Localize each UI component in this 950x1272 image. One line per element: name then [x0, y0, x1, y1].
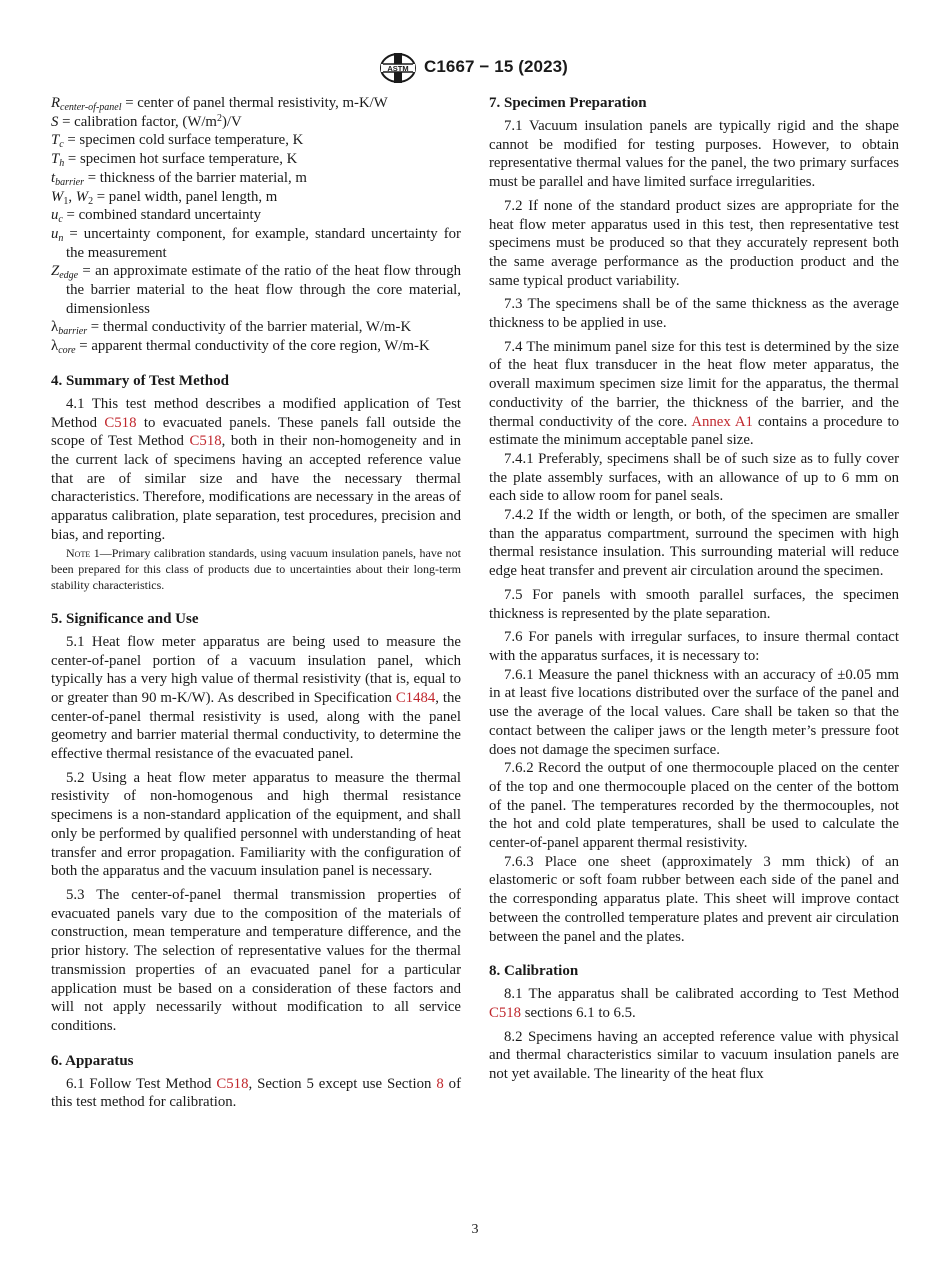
symbol-z-edge: $Z_{edge}$ = an approximate estimate of the ratio of the heat flow through the barrier material to the heat flow through the core material, dimensionless	[51, 263, 461, 317]
paragraph-7-6-3: 7.6.3 Place one sheet (approximately 3 mm thick) of an elastomeric or soft foam rubber between each side of the panel and the corresponding apparatus plate. This sheet will improve contact between the controlled temperature plates and prevent air circulation between the panel and the plates.	[489, 853, 899, 945]
paragraph-8-2: 8.2 Specimens having an accepted reference value with physical and thermal characteristics similar to vacuum insulation panels are not yet available. The linearity of the heat flux	[489, 1028, 899, 1083]
symbol-lambda-barrier: $\lambda_{barrier}$ = thermal conductivity of the barrier material, W/m-K	[51, 319, 412, 338]
paragraph-7-4-2: 7.4.2 If the width or length, or both, of the specimen are smaller than the apparatus compartment, surround the specimen with high thermal resistance insulation. This surrounding material will reduce edge heat transfer and prevent air circulation around the specimen.	[489, 507, 899, 580]
paragraph-7-5: 7.5 For panels with smooth parallel surfaces, the specimen thickness is represented by the plate separation.	[489, 586, 899, 622]
link-c1484[interactable]: C1484	[395, 689, 436, 706]
astm-logo-text: ASTM	[387, 63, 409, 73]
paragraph-7-4-1: 7.4.1 Preferably, specimens shall be of such size as to fully cover the plate assembly surfaces, with an allowance of up to 6 mm on each side to allow room for panel seals.	[489, 450, 899, 505]
symbol-r-center: $R_{center-of-panel}$ = center of panel thermal resistivity, m-K/W	[51, 95, 388, 113]
paragraph-5-2: 5.2 Using a heat flow meter apparatus to measure the thermal resistivity of non-homogenous and high thermal resistance specimens is a non-standard application of the equipment, and shall only be performed by qualified personnel with understanding of heat transfer and error propagation. Familiarity with the configuration of both the apparatus and the vacuum insulation panel is necessary.	[51, 769, 461, 880]
paragraph-7-6-1: 7.6.1 Measure the panel thickness with an accuracy of ±0.05 mm in at least five locations distributed over the surface of the panel and use the average of the local values. Care shall be taken so that the contact between the caliper jaws or the length meter’s pressure foot does not damage the specimen surface.	[489, 666, 899, 758]
symbol-th: $T_h$ = specimen hot surface temperature, K	[51, 151, 298, 170]
symbol-un: $u_n$ = uncertainty component, for example, standard uncertainty for the measurement	[51, 225, 461, 261]
paragraph-8-1: 8.1 The apparatus shall be calibrated according to Test Method C518 sections 6.1 to 6.5.	[489, 986, 899, 1021]
symbol-uc: $u_c$ = combined standard uncertainty	[51, 207, 262, 226]
symbol-tc: $T_c$ = specimen cold surface temperature, K	[51, 132, 304, 151]
document-designation: C1667 − 15 (2023)	[424, 57, 568, 76]
paragraph-4-1: 4.1 This test method describes a modified application of Test Method C518 to evacuated panels. These panels fall outside the scope of Test Method C518, both in their non-homogeneity and in the current lack of specimens having an accepted reference value that are of similar size and have the necessary thermal characteristics. Therefore, modifications are necessary in the areas of apparatus calibration, plate separation, test procedures, precision and bias, and reporting.	[51, 395, 461, 543]
paragraph-7-4: 7.4 The minimum panel size for this test is determined by the size of the heat flux transducer in the heat flow meter apparatus, the overall maximum specimen size limit for the apparatus, the thermal conductivity of the barrier, the thickness of the barrier, and the thermal conductivity of the core. Annex A1 contains a procedure to estimate the minimum acceptable panel size.	[489, 338, 900, 449]
paragraph-5-3: 5.3 The center-of-panel thermal transmission properties of evacuated panels vary due to the composition of the materials of construction, mean temperature and temperature difference, and the prior history. The selection of representative values for the thermal transmission properties of an evacuated panel for a particular application must be based on a consideration of these factors and will not apply necessarily without modification to all service conditions.	[51, 887, 461, 1034]
symbol-list	[51, 94, 461, 356]
section-6-heading: 6. Apparatus	[51, 1052, 134, 1069]
section-5-heading: 5. Significance and Use	[51, 610, 199, 627]
paragraph-7-2: 7.2 If none of the standard product sizes are appropriate for the heat flow meter apparatus used in this test, then representative test specimens must be produced so that they accurately represent both the same average performance as the production product and the same typical product variability.	[489, 197, 899, 289]
symbol-s: S = calibration factor, $(W/m^2)/V$	[51, 112, 242, 130]
astm-logo-icon	[378, 52, 418, 84]
right-column	[489, 94, 899, 1089]
note-1: Note 1—Primary calibration standards, using vacuum insulation panels, have not been prepared for this class of products due to uncertainties about their long-term stability characteristics.	[51, 546, 461, 593]
link-section-8[interactable]: 8	[436, 1075, 444, 1092]
link-annex-a1[interactable]: Annex A1	[691, 413, 753, 430]
paragraph-7-6-2: 7.6.2 Record the output of one thermocouple placed on the center of the top and one thermocouple placed on the center of the bottom of the panel. The temperatures recorded by the thermocouples, not the hot and cold plate temperatures, shall be used to calculate the center-of-panel apparent thermal resistivity.	[489, 760, 899, 852]
symbol-w: $W_1$, $W_2$ = panel width, panel length, m	[51, 188, 278, 207]
symbol-lambda-core: $\lambda_{core}$ = apparent thermal conductivity of the core region, W/m-K	[51, 338, 430, 357]
link-c518[interactable]: C518	[489, 1004, 522, 1021]
paragraph-7-1: 7.1 Vacuum insulation panels are typically rigid and the shape cannot be modified for testing purposes. However, to obtain representative thermal values for the panel, the two primary surfaces must be parallel and have limited surface irregularities.	[489, 118, 899, 191]
section-4-heading: 4. Summary of Test Method	[51, 372, 229, 389]
section-7-heading: 7. Specimen Preparation	[489, 95, 647, 111]
link-c518[interactable]: C518	[189, 433, 222, 450]
paragraph-7-6: 7.6 For panels with irregular surfaces, to insure thermal contact with the apparatus surfaces, it is necessary to:	[489, 629, 899, 664]
paragraph-5-1: 5.1 Heat flow meter apparatus are being used to measure the center-of-panel portion of a vacuum insulation panel, which typically has a very high value of thermal resistivity (that is, equal to or greater than 90 m-K/W). As described in Specification C1484, the center-of-panel thermal resistivity is used, along with the panel geometry and barrier material thermal conductivity, to determine the effective thermal resistance of the evacuated panel.	[51, 633, 461, 763]
page-header	[0, 52, 950, 86]
page-number: 3	[471, 1222, 479, 1237]
paragraph-6-1: 6.1 Follow Test Method C518, Section 5 except use Section 8 of this test method for calibration.	[51, 1075, 461, 1111]
symbol-t-barrier: $t_{barrier}$ = thickness of the barrier material, m	[51, 169, 307, 188]
link-c518[interactable]: C518	[216, 1075, 249, 1092]
link-c518[interactable]: C518	[104, 414, 137, 431]
left-column	[51, 94, 461, 1117]
paragraph-7-3: 7.3 The specimens shall be of the same thickness as the average thickness to be applied in use.	[489, 296, 899, 332]
section-8-heading: 8. Calibration	[489, 963, 579, 980]
